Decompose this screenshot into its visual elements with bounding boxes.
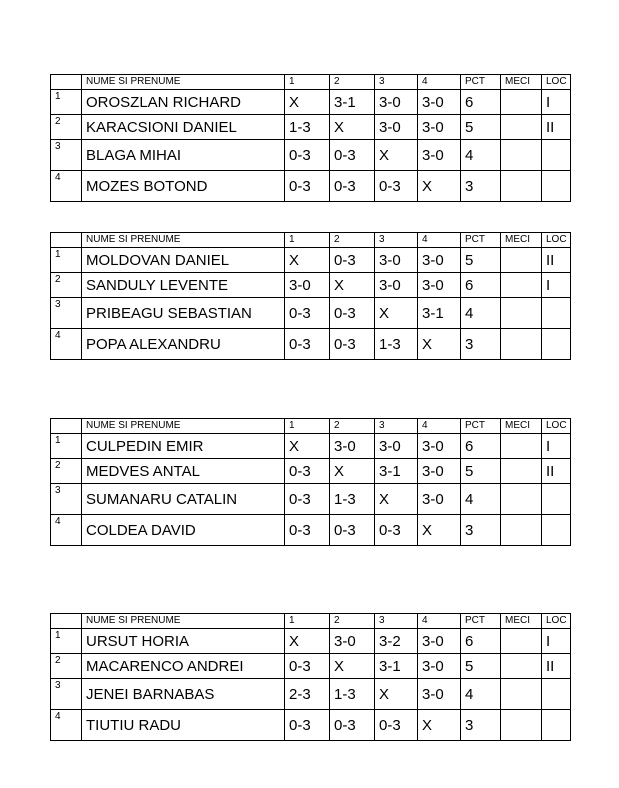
- header-loc: LOC: [542, 75, 571, 90]
- result-vs-2: 0-3: [330, 329, 375, 360]
- table-row: [51, 329, 571, 360]
- player-name: CULPEDIN EMIR: [82, 434, 285, 459]
- header-col-1: 1: [285, 419, 330, 434]
- result-vs-1: 3-0: [285, 273, 330, 298]
- place: I: [542, 434, 571, 459]
- table-row: [51, 679, 571, 710]
- result-vs-3: 3-0: [375, 115, 418, 140]
- points: 6: [461, 273, 501, 298]
- result-vs-4: 3-0: [418, 140, 461, 171]
- header-meci: MECI: [501, 75, 542, 90]
- points: 5: [461, 115, 501, 140]
- header-row: [51, 419, 571, 434]
- header-meci: MECI: [501, 419, 542, 434]
- points: 4: [461, 140, 501, 171]
- points: 3: [461, 329, 501, 360]
- row-number: 3: [51, 484, 82, 515]
- result-vs-1: 1-3: [285, 115, 330, 140]
- row-number: 3: [51, 679, 82, 710]
- matches: [501, 484, 542, 515]
- matches: [501, 710, 542, 741]
- table-row: [51, 90, 571, 115]
- header-col-4: 4: [418, 233, 461, 248]
- header-name: NUME SI PRENUME: [82, 233, 285, 248]
- result-vs-4: 3-1: [418, 298, 461, 329]
- points: 3: [461, 710, 501, 741]
- header-loc: LOC: [542, 419, 571, 434]
- player-name: JENEI BARNABAS: [82, 679, 285, 710]
- matches: [501, 515, 542, 546]
- header-nr: [51, 233, 82, 248]
- result-vs-4: 3-0: [418, 654, 461, 679]
- result-vs-2: 3-0: [330, 434, 375, 459]
- header-nr: [51, 75, 82, 90]
- result-vs-2: 0-3: [330, 298, 375, 329]
- result-vs-1: X: [285, 434, 330, 459]
- header-row: [51, 614, 571, 629]
- player-name: COLDEA DAVID: [82, 515, 285, 546]
- result-vs-2: 0-3: [330, 140, 375, 171]
- place: II: [542, 654, 571, 679]
- result-vs-4: 3-0: [418, 115, 461, 140]
- matches: [501, 273, 542, 298]
- result-vs-3: 3-0: [375, 90, 418, 115]
- result-vs-1: 0-3: [285, 484, 330, 515]
- table-row: [51, 248, 571, 273]
- place: II: [542, 459, 571, 484]
- result-vs-2: 1-3: [330, 679, 375, 710]
- header-col-4: 4: [418, 419, 461, 434]
- header-col-3: 3: [375, 614, 418, 629]
- place: I: [542, 273, 571, 298]
- result-vs-3: 0-3: [375, 710, 418, 741]
- header-name: NUME SI PRENUME: [82, 75, 285, 90]
- header-col-1: 1: [285, 614, 330, 629]
- result-vs-3: 0-3: [375, 171, 418, 202]
- place: I: [542, 90, 571, 115]
- matches: [501, 629, 542, 654]
- table-row: [51, 654, 571, 679]
- result-vs-1: 0-3: [285, 515, 330, 546]
- group-table-3: [50, 418, 571, 546]
- player-name: URSUT HORIA: [82, 629, 285, 654]
- row-number: 2: [51, 273, 82, 298]
- result-vs-2: 1-3: [330, 484, 375, 515]
- header-pct: PCT: [461, 75, 501, 90]
- header-col-4: 4: [418, 614, 461, 629]
- points: 6: [461, 90, 501, 115]
- place: [542, 171, 571, 202]
- result-vs-1: X: [285, 248, 330, 273]
- result-vs-3: 3-0: [375, 248, 418, 273]
- header-col-3: 3: [375, 419, 418, 434]
- header-col-2: 2: [330, 419, 375, 434]
- player-name: MEDVES ANTAL: [82, 459, 285, 484]
- player-name: KARACSIONI DANIEL: [82, 115, 285, 140]
- matches: [501, 298, 542, 329]
- player-name: POPA ALEXANDRU: [82, 329, 285, 360]
- header-meci: MECI: [501, 233, 542, 248]
- group-table-1: [50, 74, 571, 202]
- row-number: 1: [51, 434, 82, 459]
- result-vs-3: 3-0: [375, 434, 418, 459]
- result-vs-3: X: [375, 484, 418, 515]
- row-number: 4: [51, 515, 82, 546]
- header-col-4: 4: [418, 75, 461, 90]
- place: I: [542, 629, 571, 654]
- header-col-3: 3: [375, 233, 418, 248]
- player-name: MOLDOVAN DANIEL: [82, 248, 285, 273]
- points: 3: [461, 515, 501, 546]
- result-vs-3: 1-3: [375, 329, 418, 360]
- result-vs-1: 0-3: [285, 710, 330, 741]
- result-vs-2: 0-3: [330, 171, 375, 202]
- result-vs-2: X: [330, 654, 375, 679]
- place: II: [542, 115, 571, 140]
- result-vs-3: 3-1: [375, 459, 418, 484]
- table-row: [51, 171, 571, 202]
- row-number: 3: [51, 140, 82, 171]
- table-row: [51, 140, 571, 171]
- result-vs-3: 3-1: [375, 654, 418, 679]
- header-col-2: 2: [330, 233, 375, 248]
- header-nr: [51, 419, 82, 434]
- table-row: [51, 515, 571, 546]
- points: 4: [461, 679, 501, 710]
- result-vs-4: X: [418, 515, 461, 546]
- header-col-2: 2: [330, 614, 375, 629]
- place: [542, 484, 571, 515]
- place: [542, 329, 571, 360]
- header-col-2: 2: [330, 75, 375, 90]
- table-row: [51, 298, 571, 329]
- row-number: 2: [51, 115, 82, 140]
- place: [542, 679, 571, 710]
- result-vs-4: X: [418, 710, 461, 741]
- result-vs-4: 3-0: [418, 679, 461, 710]
- row-number: 4: [51, 171, 82, 202]
- result-vs-4: 3-0: [418, 273, 461, 298]
- points: 3: [461, 171, 501, 202]
- table-row: [51, 459, 571, 484]
- matches: [501, 248, 542, 273]
- result-vs-2: 0-3: [330, 710, 375, 741]
- place: [542, 710, 571, 741]
- result-vs-2: X: [330, 459, 375, 484]
- result-vs-2: 3-1: [330, 90, 375, 115]
- header-loc: LOC: [542, 614, 571, 629]
- group-table-2: [50, 232, 571, 360]
- result-vs-2: X: [330, 273, 375, 298]
- result-vs-4: 3-0: [418, 248, 461, 273]
- result-vs-2: 0-3: [330, 515, 375, 546]
- header-name: NUME SI PRENUME: [82, 614, 285, 629]
- result-vs-1: 0-3: [285, 459, 330, 484]
- result-vs-3: 0-3: [375, 515, 418, 546]
- result-vs-4: 3-0: [418, 434, 461, 459]
- matches: [501, 654, 542, 679]
- matches: [501, 329, 542, 360]
- result-vs-3: X: [375, 679, 418, 710]
- result-vs-1: 2-3: [285, 679, 330, 710]
- matches: [501, 115, 542, 140]
- result-vs-1: 0-3: [285, 171, 330, 202]
- result-vs-4: 3-0: [418, 629, 461, 654]
- points: 5: [461, 459, 501, 484]
- row-number: 1: [51, 248, 82, 273]
- table-row: [51, 273, 571, 298]
- header-col-1: 1: [285, 75, 330, 90]
- place: II: [542, 248, 571, 273]
- result-vs-1: 0-3: [285, 329, 330, 360]
- points: 6: [461, 629, 501, 654]
- header-row: [51, 233, 571, 248]
- header-col-1: 1: [285, 233, 330, 248]
- header-row: [51, 75, 571, 90]
- points: 5: [461, 248, 501, 273]
- row-number: 2: [51, 459, 82, 484]
- header-pct: PCT: [461, 233, 501, 248]
- header-name: NUME SI PRENUME: [82, 419, 285, 434]
- result-vs-3: 3-2: [375, 629, 418, 654]
- matches: [501, 171, 542, 202]
- header-col-3: 3: [375, 75, 418, 90]
- player-name: BLAGA MIHAI: [82, 140, 285, 171]
- table-row: [51, 629, 571, 654]
- points: 5: [461, 654, 501, 679]
- table-row: [51, 710, 571, 741]
- points: 4: [461, 298, 501, 329]
- player-name: TIUTIU RADU: [82, 710, 285, 741]
- row-number: 4: [51, 710, 82, 741]
- row-number: 4: [51, 329, 82, 360]
- result-vs-3: 3-0: [375, 273, 418, 298]
- header-nr: [51, 614, 82, 629]
- matches: [501, 434, 542, 459]
- matches: [501, 679, 542, 710]
- header-pct: PCT: [461, 614, 501, 629]
- group-table-4: [50, 613, 571, 741]
- player-name: OROSZLAN RICHARD: [82, 90, 285, 115]
- place: [542, 298, 571, 329]
- result-vs-4: X: [418, 329, 461, 360]
- result-vs-2: X: [330, 115, 375, 140]
- result-vs-4: 3-0: [418, 459, 461, 484]
- result-vs-1: 0-3: [285, 140, 330, 171]
- place: [542, 140, 571, 171]
- header-meci: MECI: [501, 614, 542, 629]
- result-vs-3: X: [375, 140, 418, 171]
- points: 6: [461, 434, 501, 459]
- row-number: 3: [51, 298, 82, 329]
- table-row: [51, 484, 571, 515]
- table-row: [51, 434, 571, 459]
- result-vs-1: X: [285, 629, 330, 654]
- row-number: 1: [51, 90, 82, 115]
- matches: [501, 459, 542, 484]
- result-vs-4: 3-0: [418, 90, 461, 115]
- result-vs-1: 0-3: [285, 654, 330, 679]
- row-number: 2: [51, 654, 82, 679]
- result-vs-2: 3-0: [330, 629, 375, 654]
- result-vs-1: X: [285, 90, 330, 115]
- header-pct: PCT: [461, 419, 501, 434]
- player-name: SANDULY LEVENTE: [82, 273, 285, 298]
- result-vs-3: X: [375, 298, 418, 329]
- player-name: MOZES BOTOND: [82, 171, 285, 202]
- matches: [501, 90, 542, 115]
- result-vs-1: 0-3: [285, 298, 330, 329]
- player-name: SUMANARU CATALIN: [82, 484, 285, 515]
- player-name: MACARENCO ANDREI: [82, 654, 285, 679]
- points: 4: [461, 484, 501, 515]
- place: [542, 515, 571, 546]
- result-vs-4: 3-0: [418, 484, 461, 515]
- matches: [501, 140, 542, 171]
- row-number: 1: [51, 629, 82, 654]
- player-name: PRIBEAGU SEBASTIAN: [82, 298, 285, 329]
- result-vs-4: X: [418, 171, 461, 202]
- header-loc: LOC: [542, 233, 571, 248]
- result-vs-2: 0-3: [330, 248, 375, 273]
- table-row: [51, 115, 571, 140]
